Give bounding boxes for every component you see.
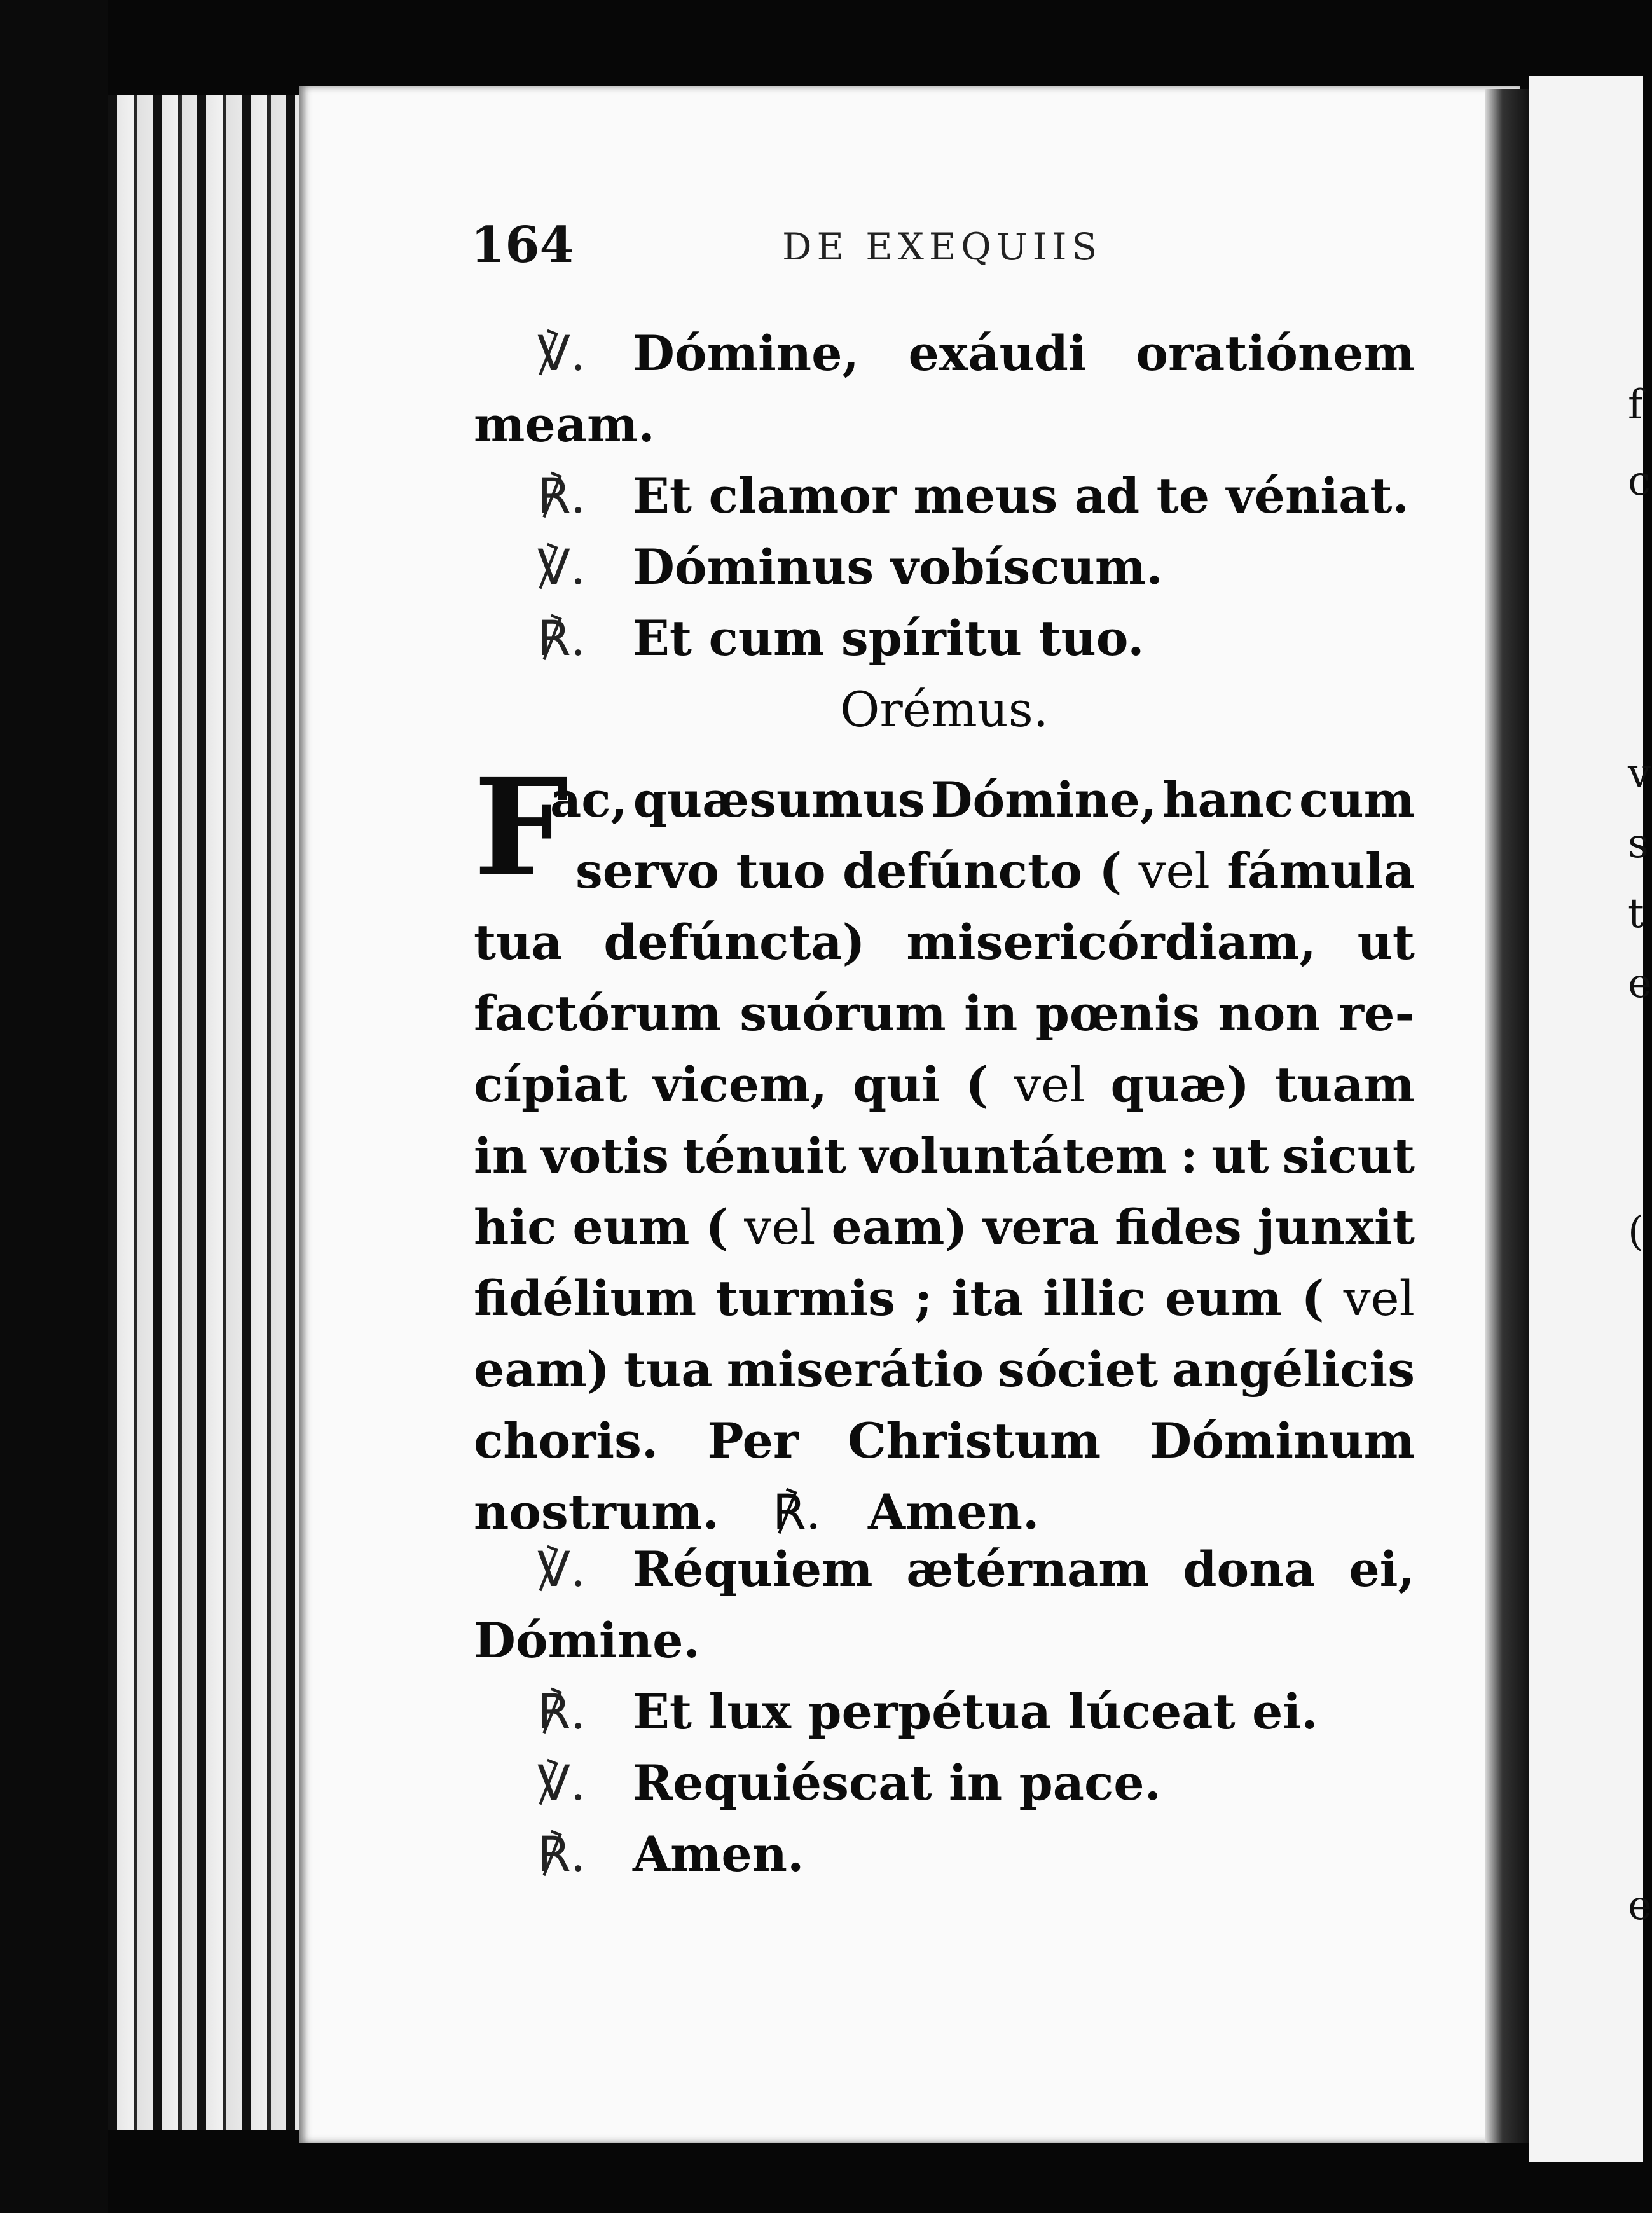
word: ut (1211, 1127, 1269, 1184)
word: in (474, 1127, 528, 1184)
word: tua (624, 1341, 713, 1398)
word: Dómine, (633, 325, 859, 382)
word: suórum (740, 985, 946, 1042)
word: hanc (1162, 771, 1294, 828)
line-text: Requiéscat in pace. (633, 1755, 1162, 1811)
versicle-line (474, 318, 1434, 389)
word: : (1180, 1127, 1198, 1184)
word: nostrum. (474, 1484, 720, 1540)
word: ; (914, 1270, 933, 1327)
word: fides (1115, 1199, 1242, 1255)
line-text: Amen. (633, 1826, 804, 1882)
facing-page-fragment: e (1628, 960, 1652, 1007)
collect-paragraph (474, 749, 1434, 1540)
versicle-symbol: ℣. (537, 1755, 586, 1811)
word: vel (1343, 1270, 1415, 1327)
word: dona (1183, 1541, 1316, 1597)
drop-cap: F (474, 749, 569, 906)
word: ( (705, 1199, 729, 1255)
word: angélicis (1172, 1341, 1415, 1398)
facing-page-fragment: f (1628, 382, 1643, 429)
word: illic (1043, 1270, 1146, 1327)
word: sóciet (998, 1341, 1159, 1398)
text-line (474, 1605, 1434, 1676)
word: eum (572, 1199, 690, 1255)
word: quæsumus (633, 771, 925, 828)
word: vera (983, 1199, 1099, 1255)
line-text: Et clamor meus ad te véniat. (633, 467, 1409, 524)
word: fámula (1227, 843, 1415, 899)
response-symbol: ℟. (537, 610, 586, 666)
word: Christum (847, 1412, 1101, 1469)
line-text: meam. (474, 396, 655, 453)
word: tua (474, 914, 563, 970)
versicle-line (474, 532, 1434, 603)
word: votis (540, 1127, 669, 1184)
word: turmis (715, 1270, 895, 1327)
facing-page-fragment: c (1628, 458, 1651, 505)
word: non (1218, 985, 1321, 1042)
response-symbol: ℟. (773, 1484, 822, 1540)
page-number: 164 (471, 216, 574, 274)
word: vel (744, 1199, 816, 1255)
word: Per (707, 1412, 799, 1469)
versicle-symbol: ℣. (537, 539, 586, 595)
word: voluntátem (860, 1127, 1167, 1184)
response-line (474, 603, 1434, 674)
text-line (474, 389, 1434, 460)
facing-page-fragment: t (1628, 890, 1644, 937)
word: quæ) (1110, 1056, 1249, 1113)
word: in (964, 985, 1018, 1042)
word: vicem, (652, 1056, 828, 1113)
response-line (474, 1819, 1434, 1890)
book-page-edges (108, 95, 312, 2130)
word: re- (1339, 985, 1415, 1042)
word: miserátio (726, 1341, 984, 1398)
word: ætérnam (906, 1541, 1150, 1597)
word: vel (1014, 1056, 1085, 1113)
line-text: Et cum spíritu tuo. (633, 610, 1145, 666)
versicle-symbol: ℣. (537, 325, 586, 382)
word: cípiat (474, 1056, 628, 1113)
versicle-symbol: ℣. (537, 1541, 586, 1597)
facing-page-fragment: v (1628, 750, 1651, 797)
word: cum (1299, 771, 1415, 828)
word: eam) (831, 1199, 968, 1255)
word: qui (853, 1056, 940, 1113)
word: ei, (1349, 1541, 1415, 1597)
book-gutter (1485, 89, 1529, 2143)
page-text (474, 318, 1434, 1890)
oremus-text: Orémus. (840, 681, 1049, 738)
word: fidélium (474, 1270, 697, 1327)
response-symbol: ℟. (537, 1683, 586, 1740)
word: defúncta) (603, 914, 865, 970)
word: junxit (1257, 1199, 1415, 1255)
word: Dóminum (1150, 1412, 1415, 1469)
word: sicut (1282, 1127, 1415, 1184)
word: oratiónem (1136, 325, 1415, 382)
word: ténuit (682, 1127, 847, 1184)
running-head: DE EXEQUIIS (782, 225, 1103, 268)
word: pœnis (1035, 985, 1200, 1042)
word: ( (1099, 843, 1122, 899)
word: ( (965, 1056, 989, 1113)
word: vel (1138, 843, 1210, 899)
versicle-line (474, 1534, 1434, 1605)
word: defúncto (842, 843, 1082, 899)
versicle-line (474, 1748, 1434, 1819)
oremus-heading (474, 674, 1434, 745)
response-symbol: ℟. (537, 1826, 586, 1882)
line-text: Dóminus vobíscum. (633, 539, 1163, 595)
word: misericórdiam, (906, 914, 1316, 970)
word: ut (1357, 914, 1415, 970)
word: factórum (474, 985, 722, 1042)
word: exáudi (908, 325, 1087, 382)
word: ( (1301, 1270, 1325, 1327)
word: Amen. (868, 1484, 1040, 1540)
scan-border (0, 0, 108, 2213)
facing-page-fragment: ( (1628, 1208, 1644, 1255)
response-line (474, 460, 1434, 532)
facing-page-fragment: e (1628, 1882, 1652, 1929)
word: eum (1165, 1270, 1283, 1327)
facing-page-fragment: s (1628, 820, 1649, 867)
word: tuo (736, 843, 826, 899)
word: tuam (1274, 1056, 1415, 1113)
word: ac, (550, 771, 628, 828)
facing-page (1529, 76, 1652, 2162)
word: Dómine, (930, 771, 1157, 828)
word: eam) (474, 1341, 610, 1398)
response-line (474, 1676, 1434, 1748)
response-symbol: ℟. (537, 467, 586, 524)
line-text: Et lux perpétua lúceat ei. (633, 1683, 1318, 1740)
line-text: Dómine. (474, 1612, 700, 1669)
word: ita (951, 1270, 1024, 1327)
word: Réquiem (633, 1541, 873, 1597)
page-header (471, 216, 1297, 280)
word: hic (474, 1199, 557, 1255)
word: choris. (474, 1412, 659, 1469)
word: servo (575, 843, 720, 899)
